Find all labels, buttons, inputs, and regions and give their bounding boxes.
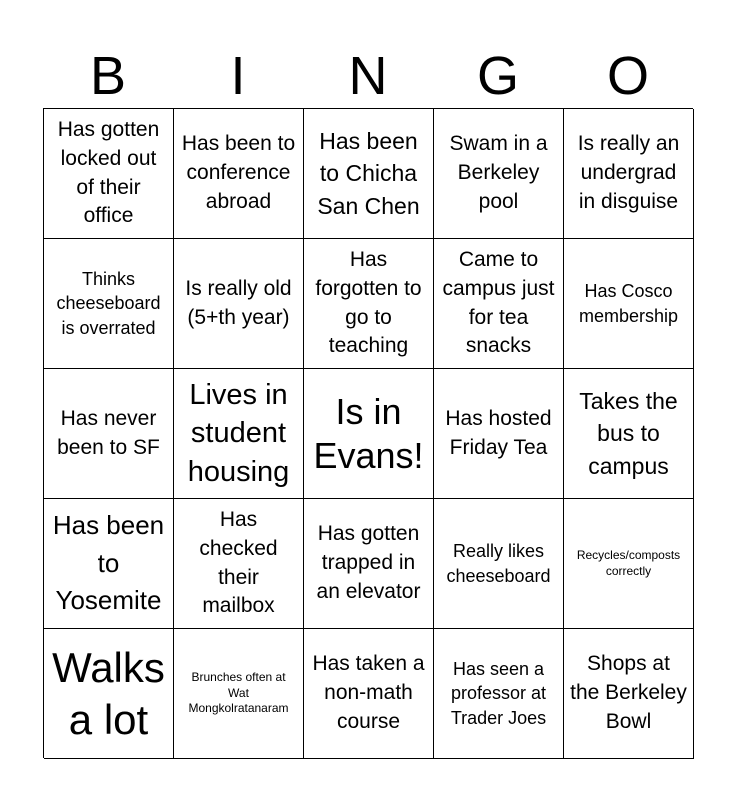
bingo-board <box>43 108 693 758</box>
bingo-cell-text: Takes the bus to campus <box>579 388 678 479</box>
bingo-cell-r1c4 <box>434 109 564 239</box>
bingo-cell-text: Brunches often at Wat Mongkolratanaram <box>188 670 289 716</box>
bingo-cell-r4c4 <box>434 499 564 629</box>
bingo-cell-text: Has gotten trapped in an elevator <box>316 522 421 603</box>
bingo-cell-text: Has checked their mailbox <box>199 507 278 618</box>
bingo-header <box>43 44 693 108</box>
bingo-cell-text: Really likes cheeseboard <box>446 541 551 586</box>
bingo-cell-r2c2 <box>174 239 304 369</box>
bingo-cell-r5c1 <box>44 629 174 759</box>
bingo-cell-r5c4 <box>434 629 564 759</box>
bingo-cell-r3c5 <box>564 369 694 499</box>
bingo-cell-text: Has hosted Friday Tea <box>445 406 552 459</box>
header-letter-n: N <box>348 46 388 106</box>
bingo-cell-text: Has forgotten to go to teaching <box>315 247 422 358</box>
bingo-cell-r5c3 <box>304 629 434 759</box>
bingo-cell-text: Walks a lot <box>52 644 165 743</box>
bingo-cell-r2c3 <box>304 239 434 369</box>
bingo-cell-text: Came to campus just for tea snacks <box>442 247 555 358</box>
bingo-cell-text: Has been to Yosemite <box>52 509 165 616</box>
bingo-cell-r3c3 <box>304 369 434 499</box>
bingo-cell-r4c1 <box>44 499 174 629</box>
bingo-cell-r5c2 <box>174 629 304 759</box>
bingo-cell-r2c1 <box>44 239 174 369</box>
bingo-cell-r2c4 <box>434 239 564 369</box>
bingo-cell-text: Has seen a professor at Trader Joes <box>450 659 547 728</box>
bingo-cell-text: Lives in student housing <box>187 379 290 488</box>
bingo-cell-text: Has never been to SF <box>57 406 160 459</box>
bingo-cell-r5c5 <box>564 629 694 759</box>
bingo-cell-text: Swam in a Berkeley pool <box>449 132 548 213</box>
bingo-cell-r3c4 <box>434 369 564 499</box>
header-letter-i: I <box>230 46 246 106</box>
bingo-cell-r1c1 <box>44 109 174 239</box>
bingo-cell-text: Has been to Chicha San Chen <box>317 128 420 219</box>
bingo-cell-text: Is really an undergrad in disguise <box>577 132 680 213</box>
header-letter-o: O <box>606 46 649 106</box>
bingo-cell-r1c2 <box>174 109 304 239</box>
bingo-cell-text: Is in Evans! <box>313 390 424 476</box>
bingo-cell-text: Has gotten locked out of their office <box>57 117 160 228</box>
bingo-cell-text: Has Cosco membership <box>578 281 679 326</box>
bingo-cell-text: Shops at the Berkeley Bowl <box>570 652 687 733</box>
bingo-cell-r3c2 <box>174 369 304 499</box>
bingo-cell-text: Thinks cheeseboard is overrated <box>56 269 161 338</box>
bingo-cell-r1c3 <box>304 109 434 239</box>
bingo-cell-r2c5 <box>564 239 694 369</box>
bingo-cell-r4c2 <box>174 499 304 629</box>
bingo-cell-text: Has been to conference abroad <box>181 132 296 213</box>
bingo-cell-text: Is really old (5+th year) <box>185 276 292 329</box>
bingo-cell-text: Recycles/composts correctly <box>576 547 681 578</box>
bingo-cell-r4c3 <box>304 499 434 629</box>
header-letter-g: G <box>476 46 519 106</box>
bingo-cell-r4c5 <box>564 499 694 629</box>
bingo-cell-r1c5 <box>564 109 694 239</box>
bingo-cell-r3c1 <box>44 369 174 499</box>
bingo-cell-text: Has taken a non-math course <box>312 652 425 733</box>
header-letter-b: B <box>89 46 127 106</box>
